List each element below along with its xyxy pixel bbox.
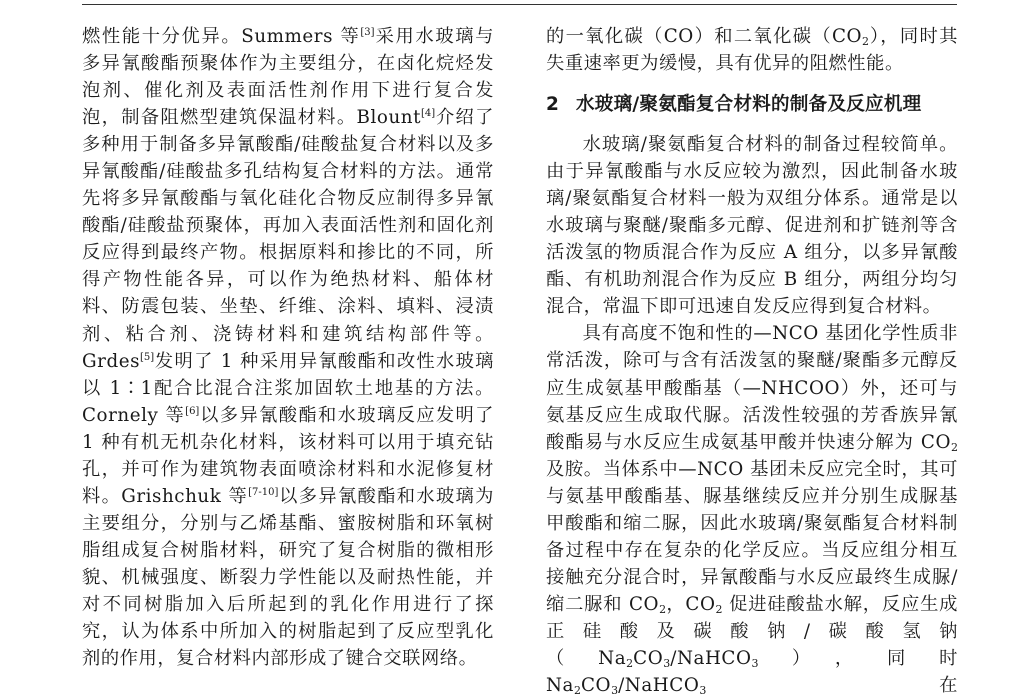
section-number: 2 bbox=[546, 94, 560, 116]
text-run: 以多异氰酸酯和水玻璃为主要组分，分别与乙烯基酯、蜜胺树脂和环氧树脂组成复合树脂材料，研究了复合树脂的微相形貌、机械强度、断裂力学性能以及耐热性能，并对不同树脂加入后所起到的乳化作用进行了探究，认为体系中所加入的树脂起到了反应型乳化剂的作用，复合材料内部形成了键合交联网络。 bbox=[82, 485, 494, 670]
text-run: 发明了 1 种采用异氰酸酯和改性水玻璃以 1∶1配合比混合注浆加固软土地基的方法。Cornely 等 bbox=[82, 350, 494, 426]
text-run: 介绍了多种用于制备多异氰酸酯/硅酸盐复合材料以及多异氰酸酯/硅酸盐多孔结构复合材料的方法。通常先将多异氰酸酯与氧化硅化合物反应制得多异氰酸酯/硅酸盐预聚体，再加入表面活性剂和固化剂反应得到最终产物。根据原料和掺比的不同，所得产物性能各异，可以作为绝热材料、船体材料、防震包装、坐垫、纤维、涂料、填料、浸渍剂、粘合剂、浇铸材料和建筑结构部件等。Grdes bbox=[82, 107, 494, 372]
subscript: 2 bbox=[626, 656, 634, 670]
paragraph-right-2: 水玻璃/聚氨酯复合材料的制备过程较简单。由于异氰酸酯与水反应较为激烈，因此制备水玻璃/聚氨酯复合材料一般为双组分体系。通常是以水玻璃与聚醚/聚酯多元醇、促进剂和扩链剂等含活泼氢的物质混合作为反应 A 组分，以多异氰酸酯、有机助剂混合作为反应 B 组分，两组分均匀混合，常温下即可迅速自发反应得到复合材料。 bbox=[546, 134, 958, 318]
text-run: 在 bbox=[706, 675, 958, 697]
left-column bbox=[82, 23, 494, 672]
section-title: 水玻璃/聚氨酯复合材料的制备及反应机理 bbox=[576, 94, 922, 116]
text-run: ，CO bbox=[666, 593, 716, 615]
section-heading bbox=[546, 91, 958, 118]
citation-ref[interactable]: [3] bbox=[360, 27, 375, 38]
text-run: 燃性能十分优异。Summers 等 bbox=[82, 26, 361, 47]
subscript: 3 bbox=[699, 684, 707, 698]
subscript: 2 bbox=[951, 440, 958, 454]
text-run: 促进硅酸盐水解，反应生成正硅酸及碳酸钠/碳酸氢钠（Na bbox=[546, 593, 958, 669]
subscript: 2 bbox=[574, 684, 581, 698]
text-run: 具有高度不饱和性的—NCO 基团化学性质非常活泼，除可与含有活泼氢的聚醚/聚酯多元醇反应生成氨基甲酸酯基（—NHCOO）外，还可与氨基反应生成取代脲。活泼性较强的芳香族异氰酸酯易与水反应生成氨基甲酸并快速分解为 CO bbox=[546, 323, 958, 453]
paragraph-right-3 bbox=[546, 320, 958, 699]
paragraph-left-1 bbox=[82, 23, 494, 672]
citation-ref[interactable]: [5] bbox=[140, 351, 155, 363]
text-run: /NaHCO bbox=[670, 647, 752, 669]
text-run: CO bbox=[581, 675, 612, 697]
subscript: 3 bbox=[751, 656, 759, 670]
text-run: 的一氧化碳（CO）和二氧化碳（CO bbox=[546, 26, 863, 47]
subscript: 2 bbox=[659, 602, 667, 616]
subscript: 3 bbox=[611, 684, 619, 698]
citation-ref[interactable]: [7-10] bbox=[248, 486, 279, 498]
text-run: 采用水玻璃与多异氰酸酯预聚体作为主要组分，在卤化烷烃发泡剂、催化剂及表面活性剂作用下进行复合发泡，制备阻燃型建筑保温材料。Blount bbox=[82, 26, 494, 129]
text-run: ），同时 Na bbox=[546, 647, 958, 697]
subscript: 2 bbox=[715, 602, 723, 616]
text-run: CO bbox=[633, 647, 664, 669]
text-run: 以多异氰酸酯和水玻璃反应发明了 1 种有机无机杂化材料，该材料可以用于填充钻孔，并可作为建筑物表面喷涂材料和水泥修复材料。Grishchuk 等 bbox=[82, 404, 494, 507]
paragraph-right-1 bbox=[546, 23, 958, 77]
top-rule bbox=[82, 4, 957, 5]
text-run: ），同时其失重速率更为缓慢，具有优异的阻燃性能。 bbox=[546, 26, 958, 75]
text-run: /NaHCO bbox=[618, 675, 700, 697]
citation-ref[interactable]: [4] bbox=[421, 108, 436, 120]
subscript: 3 bbox=[663, 656, 671, 670]
citation-ref[interactable]: [6] bbox=[185, 405, 200, 417]
text-run: 及胺。当体系中—NCO 基团未反应完全时，其可与氨基甲酸酯基、脲基继续反应并分别生成脲基甲酸酯和缩二脲，因此水玻璃/聚氨酯复合材料制备过程中存在复杂的化学反应。当反应组分相互接触充分混合时，异氰酸酯与水反应最终生成脲/缩二脲和 CO bbox=[546, 458, 958, 615]
right-column bbox=[546, 23, 958, 699]
subscript: 2 bbox=[862, 35, 870, 48]
